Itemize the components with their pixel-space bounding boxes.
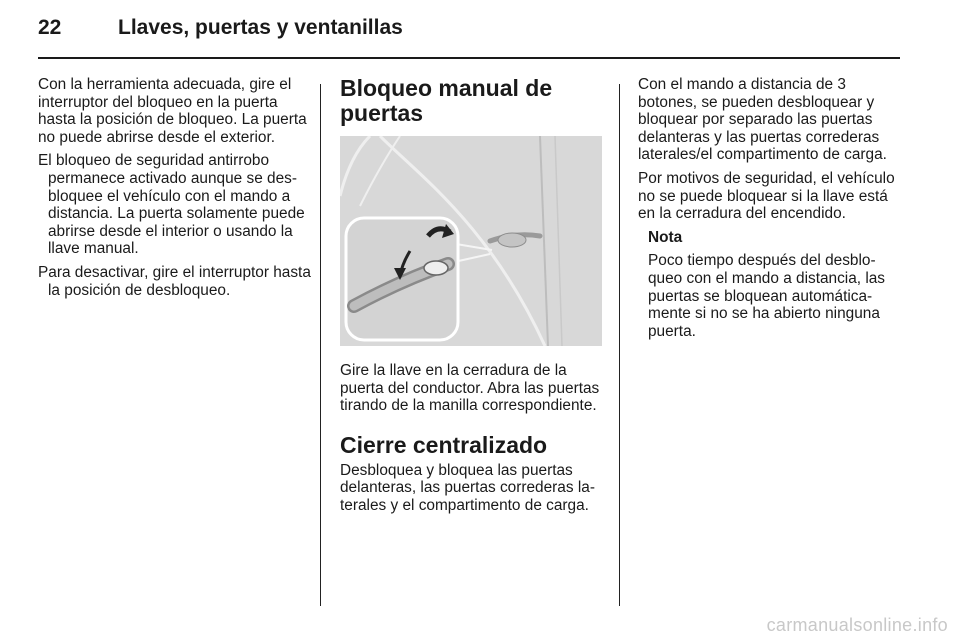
paragraph: Para desactivar, gire el interruptor hasta la posición de desbloqueo. — [38, 263, 311, 299]
note-box — [638, 229, 904, 341]
column-divider-left — [320, 84, 321, 606]
note-title: Nota — [648, 228, 683, 246]
left-column — [38, 76, 314, 305]
paragraph: El bloqueo de seguridad antirrobo permanece activado aunque se desbloquee el vehículo con el mando a distancia. La puerta solamente puede abrirse desde el interior o usando la llave manual. — [38, 152, 305, 258]
paragraph: Por motivos de seguridad, el vehículo no se puede bloquear si la llave está en la cerradura del encendido. — [638, 169, 895, 223]
note-text: Poco tiempo después del desbloqueo con el mando a distancia, las puertas se bloquean automáticamente si no se ha abierto ninguna puerta. — [648, 252, 885, 340]
paragraph: Con la herramienta adecuada, gire el interruptor del bloqueo en la puerta hasta la posición de bloqueo. La puerta no puede abrirse desde el exterior. — [38, 76, 307, 146]
right-column — [638, 76, 904, 346]
page-title: Llaves, puertas y ventanillas — [118, 16, 403, 39]
paragraph: Desbloquea y bloquea las puertas delanteras, las puertas correderas laterales y el compartimento de carga. — [340, 461, 595, 514]
paragraph: Con el mando a distancia de 3 botones, se pueden desbloquear y bloquear por separado las puertas delanteras y las puertas correderas laterales/el compartimento de carga. — [638, 76, 887, 164]
section-heading: Cierre centralizado — [340, 431, 548, 458]
column-divider-right — [619, 84, 620, 606]
header-rule — [38, 57, 900, 59]
middle-column — [340, 76, 604, 521]
door-handle-illustration-svg — [340, 136, 602, 346]
door-handle-illustration — [340, 136, 602, 346]
watermark: carmanualsonline.info — [766, 615, 948, 635]
paragraph: Gire la llave en la cerradura de la puerta del conductor. Abra las puertas tirando de la manilla correspondiente. — [340, 362, 600, 415]
section-heading: Bloqueo manual de puertas — [340, 75, 553, 126]
page-number: 22 — [38, 16, 62, 39]
